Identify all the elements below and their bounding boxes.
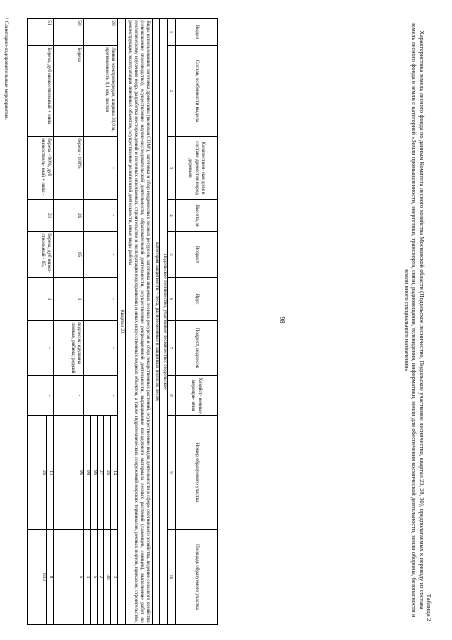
part-number: 26 [104,416,111,529]
header-row [176,19,218,625]
protection-category: категория защитности – леса, расположенные в защитных полосах лесов [152,19,160,625]
part-number-cell [84,416,118,530]
column-number: 6 [168,278,176,321]
area-cell [28,530,54,625]
vydel-cell: 50 [54,19,84,46]
vydel-cell: 51 [28,19,54,46]
area-value: 613 [40,530,47,624]
part-number: 98 [84,416,91,529]
area-value: 1 [84,530,91,624]
area-value: 8 [48,575,55,579]
undergrowth-cell: подлесок: крушина ломкая, рябина; редкий [54,321,84,376]
share-cell: береза - 90%, дуб низкостволь- ный + липа - [28,137,54,200]
part-number: 26 [40,416,47,529]
header-height: Высота, м [176,200,218,232]
table-row [28,19,54,625]
area-value: 2 [98,530,105,624]
usage-types-text: Виды использования: заготовка древесины (включая СОМ¹), заготовка и сбор недревесных лесных ресурсов, заготовка пищевых лесных ресурсов и сбор лекарственных растений, осуществление видов деятельности в сфере охотничьего хозяйства, ведение сельского хозяйства (сенокошение пчеловодство), осуществление научно-исследовательской деятельности, образовательной деятельности, осуществление рекреационной деятельности, выращивание посадочного материала лесных растений (саженцев, сеянцев), выполнение работ по геологическому изучению недр, разработка месторождений и полезных ископаемых, строительство и эксплуатация водохранилищ и иных искусственных водных объектов, а также гидротехнических сооружений морских терминалов, речных портов, причалов; строительство, реконструкция, эксплуатация линейных объектов, осуществление религиозной деятельности, иные виды работы [126,20,152,623]
undergrowth-cell: - [84,321,118,376]
column-number: 3 [168,137,176,200]
part-number: 27 [98,416,105,529]
header-undergrowth: Подрост, подлесок [176,321,218,376]
area-value: 1 [112,575,119,579]
header-share: Количествен- ная доля в составе древостоя пород деревьев [176,137,218,200]
vydel-cell: 20 [84,19,118,46]
category-row [152,19,160,625]
age-cell: береза, дуб низко- ствольный - 65, [28,232,54,278]
composition-cell: Береза, дуб низкоствольный + липа [28,46,54,137]
part-number: 14 [112,469,119,476]
age-cell: - [84,232,118,278]
tier-cell: - [84,278,118,321]
forestry-name: Подольское лесничество, участковое лесничество: Подольское [160,19,168,625]
area-cell [54,530,84,625]
forest-land-table [27,18,218,625]
header-vydel: Выдел [176,19,218,46]
table-row [54,19,84,625]
header-area: Площадь образуемого участка [176,530,218,625]
part-number-cell [54,416,84,530]
undergrowth-cell: - [28,321,54,376]
header-age: Возраст [176,232,218,278]
header-measures: Хозяйст- венные меропри- ятия [176,376,218,416]
share-cell: береза - 100% [54,137,84,200]
table-caption: Характеристика земель лесного фонда по данным Комитета лесного хозяйства Московской области (Подольское лесничество, Подольское участковое лесничество, квартал 23, 28, 30), предполагаемых к переводу из состава земель лесного фонда в земли с категорией «Земли промышленности, энергетики, транспорта, связи, радиовещания, телевидения, информатики, земли для обеспечения космической деятельности, земли обороны, безопасности и земли иного специального назначения» [402,22,424,618]
table-label: Таблица 2 [425,594,432,622]
quarter-label: Квартал 23 [118,19,126,625]
composition-cell: Линия электропередач, ширина 30,0 м, протяженность 0,1 км, чистая [84,46,118,137]
usage-row [125,19,152,625]
column-number: 2 [168,46,176,137]
column-number: 1 [168,19,176,46]
measures-cell: - [54,376,84,416]
column-number: 5 [168,232,176,278]
header-composition: Состав, особенности выдела [176,46,218,137]
quarter-row [118,19,126,625]
age-cell: 65 [54,232,84,278]
tier-cell: 1 [54,278,84,321]
column-number: 8 [168,376,176,416]
area-value: 36 [104,530,111,624]
tier-cell: 1 [28,278,54,321]
composition-cell: Береза [54,46,84,137]
column-number: 10 [168,530,176,625]
column-number: 9 [168,416,176,530]
measures-cell: - [84,376,118,416]
measures-cell: - [28,376,54,416]
header-part-number: Номер образуемого участка [176,416,218,530]
area-value: 5 [78,575,85,579]
height-cell: - [84,200,118,232]
column-number: 4 [168,200,176,232]
area-value: 5 [91,530,98,624]
area-cell [84,530,118,625]
part-number: 96 [91,416,98,529]
part-number-cell [28,416,54,530]
height-cell: 26 [54,200,84,232]
part-number: 13 [48,469,55,476]
share-cell: - [84,137,118,200]
height-cell: 23 [28,200,54,232]
footnote: ¹ Санитарно-оздоровительные мероприятия. [3,18,9,120]
header-tier: Ярус [176,278,218,321]
page-number: 98 [278,316,286,324]
part-number: 96 [78,469,85,476]
table-row [84,19,118,625]
column-number-row [168,19,176,625]
forestry-row [160,19,168,625]
column-number: 7 [168,321,176,376]
